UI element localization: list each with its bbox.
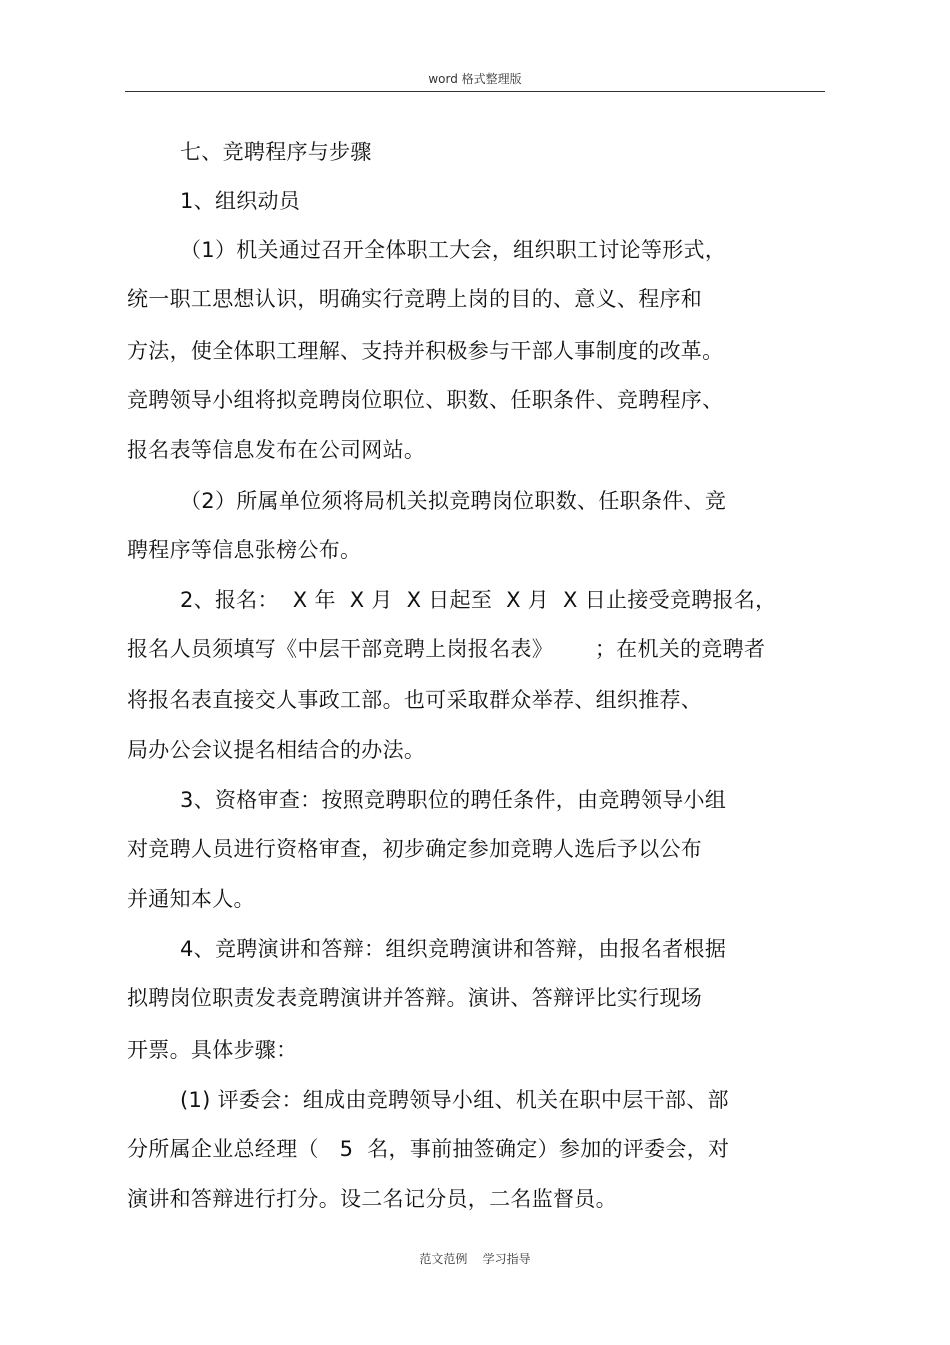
paragraph-line: (1) 评委会：组成由竞聘领导小组、机关在职中层干部、部 <box>180 1088 729 1112</box>
paragraph-line: 并通知本人。 <box>127 887 255 911</box>
paragraph-line: 3、资格审查：按照竞聘职位的聘任条件，由竞聘领导小组 <box>180 788 727 812</box>
paragraph-line: 局办公会议提名相结合的办法。 <box>127 738 426 762</box>
paragraph-line: （1）机关通过召开全体职工大会，组织职工讨论等形式， <box>180 238 727 262</box>
paragraph-line: 竞聘领导小组将拟竞聘岗位职位、职数、任职条件、竞聘程序、 <box>127 388 724 412</box>
paragraph-line: 报名表等信息发布在公司网站。 <box>127 438 426 462</box>
subsection-heading: 1、组织动员 <box>180 189 301 213</box>
paragraph-line: 聘程序等信息张榜公布。 <box>127 538 362 562</box>
paragraph-line: 将报名表直接交人事政工部。也可采取群众举荐、组织推荐、 <box>127 688 703 712</box>
paragraph-line: 统一职工思想认识，明确实行竞聘上岗的目的、意义、程序和 <box>127 287 703 311</box>
header-divider <box>125 91 825 92</box>
paragraph-line: 2、报名： X 年 X 月 X 日起至 X 月 X 日止接受竞聘报名， <box>180 588 777 612</box>
header-title: word 格式整理版 <box>428 72 522 86</box>
paragraph-line: 方法，使全体职工理解、支持并积极参与干部人事制度的改革。 <box>127 339 724 363</box>
paragraph-line: 报名人员须填写《中层干部竞聘上岗报名表》 ；在机关的竞聘者 <box>127 637 766 661</box>
paragraph-line: 4、竞聘演讲和答辩：组织竞聘演讲和答辩，由报名者根据 <box>180 937 727 961</box>
paragraph-line: （2）所属单位须将局机关拟竞聘岗位职数、任职条件、竞 <box>180 489 727 513</box>
section-heading: 七、竞聘程序与步骤 <box>180 140 372 164</box>
paragraph-line: 拟聘岗位职责发表竞聘演讲并答辩。演讲、答辩评比实行现场 <box>127 986 703 1010</box>
paragraph-line: 分所属企业总经理（ 5 名，事前抽签确定）参加的评委会，对 <box>127 1137 730 1161</box>
paragraph-line: 开票。具体步骤： <box>127 1038 298 1062</box>
page-footer: 范文范例 学习指导 <box>419 1252 531 1266</box>
paragraph-line: 对竞聘人员进行资格审查，初步确定参加竞聘人选后予以公布 <box>127 837 703 861</box>
paragraph-line: 演讲和答辩进行打分。设二名记分员，二名监督员。 <box>127 1187 617 1211</box>
